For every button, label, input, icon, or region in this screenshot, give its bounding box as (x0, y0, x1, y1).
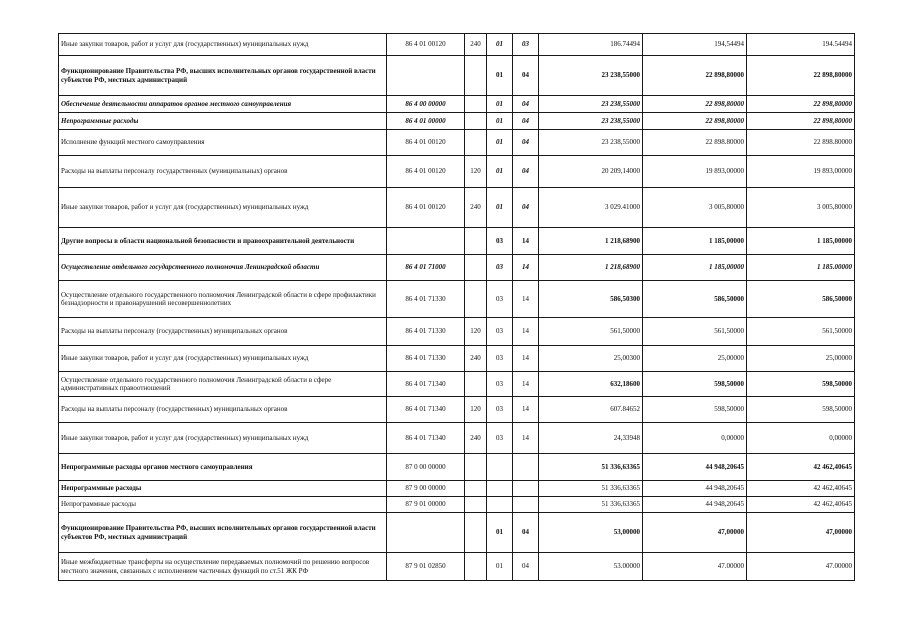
vr-code (465, 497, 487, 513)
table-row (59, 513, 855, 553)
table-row (59, 423, 855, 454)
vr-code (465, 56, 487, 96)
value-2019: 632,18600 (539, 372, 643, 397)
value-2020: 22 898,80000 (643, 113, 747, 130)
value-2019: 23 238,55000 (539, 113, 643, 130)
pr-code: 14 (513, 255, 539, 281)
value-2021: 1 185.00000 (747, 255, 855, 281)
table-row (59, 113, 855, 130)
rz-code (487, 454, 513, 481)
value-2020: 22 898.80000 (643, 130, 747, 156)
value-2020: 44 948,20645 (643, 481, 747, 497)
pr-code: 14 (513, 228, 539, 255)
value-2021: 598,50000 (747, 372, 855, 397)
csr-code: 86 4 01 71330 (387, 346, 465, 372)
value-2021: 1 185,00000 (747, 228, 855, 255)
value-2020: 1 185,00000 (643, 255, 747, 281)
row-name: Иные закупки товаров, работ и услуг для (государственных) муниципальных нужд (59, 188, 387, 228)
csr-code: 87 9 00 00000 (387, 481, 465, 497)
rz-code: 01 (487, 188, 513, 228)
csr-code: 86 4 01 00120 (387, 34, 465, 56)
value-2021: 22 898.80000 (747, 130, 855, 156)
value-2021: 47.00000 (747, 553, 855, 581)
rz-code: 03 (487, 423, 513, 454)
value-2021: 47,00000 (747, 513, 855, 553)
vr-code: 120 (465, 397, 487, 423)
pr-code (513, 481, 539, 497)
csr-code: 86 4 01 00120 (387, 130, 465, 156)
value-2021: 22 898,80000 (747, 56, 855, 96)
value-2019: 1 218,68900 (539, 228, 643, 255)
csr-code: 86 4 01 00120 (387, 156, 465, 188)
rz-code: 03 (487, 372, 513, 397)
vr-code (465, 454, 487, 481)
rz-code: 01 (487, 130, 513, 156)
value-2020: 44 948,20645 (643, 497, 747, 513)
table-row (59, 454, 855, 481)
vr-code (465, 553, 487, 581)
value-2019: 53.00000 (539, 553, 643, 581)
rz-code: 03 (487, 318, 513, 346)
pr-code: 04 (513, 113, 539, 130)
rz-code: 01 (487, 113, 513, 130)
row-name: Осуществление отдельного государственного полномочия Ленинградской области в сфере профилактики безнадзорности и правонарушений несовершеннолетних (59, 281, 387, 318)
csr-code: 86 4 01 00000 (387, 113, 465, 130)
value-2021: 0,00000 (747, 423, 855, 454)
table-row (59, 188, 855, 228)
pr-code: 04 (513, 513, 539, 553)
pr-code: 04 (513, 188, 539, 228)
row-name: Иные закупки товаров, работ и услуг для (государственных) муниципальных нужд (59, 423, 387, 454)
value-2021: 586,50000 (747, 281, 855, 318)
vr-code (465, 481, 487, 497)
value-2020: 47.00000 (643, 553, 747, 581)
value-2019: 23 238,55000 (539, 56, 643, 96)
value-2020: 47,00000 (643, 513, 747, 553)
value-2020: 22 898,80000 (643, 56, 747, 96)
value-2019: 561,50000 (539, 318, 643, 346)
vr-code: 120 (465, 156, 487, 188)
pr-code: 14 (513, 397, 539, 423)
rz-code: 03 (487, 281, 513, 318)
value-2019: 186.74494 (539, 34, 643, 56)
value-2019: 51 336,63365 (539, 481, 643, 497)
row-name: Расходы на выплаты персоналу государственных (муниципальных) органов (59, 156, 387, 188)
row-name: Расходы на выплаты персоналу (государственных) муниципальных органов (59, 397, 387, 423)
vr-code (465, 228, 487, 255)
value-2019: 23 238,55000 (539, 96, 643, 113)
csr-code: 87 0 00 00000 (387, 454, 465, 481)
value-2019: 586,50300 (539, 281, 643, 318)
rz-code: 01 (487, 513, 513, 553)
value-2021: 25,00000 (747, 346, 855, 372)
csr-code (387, 513, 465, 553)
value-2021: 22 898,80000 (747, 96, 855, 113)
value-2020: 19 893,00000 (643, 156, 747, 188)
vr-code: 120 (465, 318, 487, 346)
vr-code (465, 96, 487, 113)
vr-code: 240 (465, 188, 487, 228)
pr-code: 14 (513, 318, 539, 346)
budget-table (58, 33, 855, 581)
value-2019: 607.84652 (539, 397, 643, 423)
value-2021: 42 462,40645 (747, 454, 855, 481)
table-row (59, 281, 855, 318)
table-row (59, 481, 855, 497)
table-row (59, 497, 855, 513)
csr-code (387, 56, 465, 96)
row-name: Иные закупки товаров, работ и услуг для (государственных) муниципальных нужд (59, 34, 387, 56)
row-name: Другие вопросы в области национальной безопасности и правоохранительной деятельности (59, 228, 387, 255)
table-row (59, 372, 855, 397)
rz-code: 03 (487, 397, 513, 423)
row-name: Расходы на выплаты персоналу (государственных) муниципальных органов (59, 318, 387, 346)
row-name: Иные межбюджетные трансферты на осуществление передаваемых полномочий по решению вопросов местного значения, связанных с исполнением частичных функций по ст.51 ЖК РФ (59, 553, 387, 581)
row-name: Функционирование Правительства РФ, высших исполнительных органов государственной власти субъектов РФ, местных администраций (59, 513, 387, 553)
pr-code (513, 454, 539, 481)
pr-code (513, 497, 539, 513)
table-row (59, 553, 855, 581)
table-row (59, 34, 855, 56)
value-2021: 42 462,40645 (747, 481, 855, 497)
rz-code (487, 481, 513, 497)
vr-code: 240 (465, 423, 487, 454)
table-row (59, 255, 855, 281)
value-2019: 24,33948 (539, 423, 643, 454)
value-2021: 598,50000 (747, 397, 855, 423)
csr-code: 86 4 01 71340 (387, 397, 465, 423)
table-row (59, 346, 855, 372)
value-2020: 598,50000 (643, 372, 747, 397)
value-2019: 51 336,63365 (539, 454, 643, 481)
value-2019: 53,00000 (539, 513, 643, 553)
pr-code: 04 (513, 96, 539, 113)
value-2020: 194,54494 (643, 34, 747, 56)
row-name: Осуществление отдельного государственного полномочия Ленинградской области (59, 255, 387, 281)
table-row (59, 56, 855, 96)
row-name: Иные закупки товаров, работ и услуг для (государственных) муниципальных нужд (59, 346, 387, 372)
row-name: Обеспечение деятельности аппаратов органов местного самоуправления (59, 96, 387, 113)
csr-code: 86 4 01 71340 (387, 372, 465, 397)
value-2020: 598,50000 (643, 397, 747, 423)
value-2021: 194.54494 (747, 34, 855, 56)
value-2020: 0,00000 (643, 423, 747, 454)
row-name: Непрограммные расходы (59, 113, 387, 130)
value-2019: 1 218,68900 (539, 255, 643, 281)
rz-code: 01 (487, 34, 513, 56)
pr-code: 14 (513, 346, 539, 372)
csr-code: 87 9 01 02850 (387, 553, 465, 581)
vr-code (465, 281, 487, 318)
pr-code: 14 (513, 281, 539, 318)
value-2020: 22 898,80000 (643, 96, 747, 113)
vr-code (465, 130, 487, 156)
csr-code: 86 4 01 71330 (387, 281, 465, 318)
value-2020: 25,00000 (643, 346, 747, 372)
value-2020: 561,50000 (643, 318, 747, 346)
csr-code: 86 4 01 71000 (387, 255, 465, 281)
value-2021: 19 893,00000 (747, 156, 855, 188)
row-name: Функционирование Правительства РФ, высших исполнительных органов государственной власти субъектов РФ, местных администраций (59, 56, 387, 96)
table-row (59, 130, 855, 156)
pr-code: 03 (513, 34, 539, 56)
csr-code: 86 4 01 71330 (387, 318, 465, 346)
rz-code: 01 (487, 96, 513, 113)
csr-code (387, 228, 465, 255)
csr-code: 86 4 01 00120 (387, 188, 465, 228)
value-2019: 51 336,63365 (539, 497, 643, 513)
table-row (59, 96, 855, 113)
value-2019: 3 029.41000 (539, 188, 643, 228)
rz-code: 03 (487, 228, 513, 255)
table-row (59, 318, 855, 346)
value-2020: 3 005,80000 (643, 188, 747, 228)
csr-code: 86 4 01 71340 (387, 423, 465, 454)
pr-code: 14 (513, 372, 539, 397)
vr-code (465, 255, 487, 281)
pr-code: 04 (513, 156, 539, 188)
rz-code: 03 (487, 346, 513, 372)
value-2021: 42 462,40645 (747, 497, 855, 513)
pr-code: 14 (513, 423, 539, 454)
value-2021: 3 005,80000 (747, 188, 855, 228)
rz-code: 03 (487, 255, 513, 281)
value-2019: 25,00300 (539, 346, 643, 372)
csr-code: 86 4 00 00000 (387, 96, 465, 113)
table-row (59, 397, 855, 423)
rz-code: 01 (487, 56, 513, 96)
value-2021: 22 898,80000 (747, 113, 855, 130)
pr-code: 04 (513, 130, 539, 156)
vr-code (465, 372, 487, 397)
value-2019: 23 238,55000 (539, 130, 643, 156)
vr-code: 240 (465, 346, 487, 372)
row-name: Непрограммные расходы (59, 481, 387, 497)
value-2020: 586,50000 (643, 281, 747, 318)
row-name: Осуществление отдельного государственного полномочия Ленинградской области в сфере административных правоотношений (59, 372, 387, 397)
table-row (59, 156, 855, 188)
pr-code: 04 (513, 56, 539, 96)
rz-code: 01 (487, 156, 513, 188)
rz-code: 01 (487, 553, 513, 581)
pr-code: 04 (513, 553, 539, 581)
row-name: Непрограммные расходы (59, 497, 387, 513)
value-2019: 20 209,14000 (539, 156, 643, 188)
csr-code: 87 9 01 00000 (387, 497, 465, 513)
value-2020: 1 185,00000 (643, 228, 747, 255)
vr-code (465, 113, 487, 130)
vr-code (465, 513, 487, 553)
value-2021: 561,50000 (747, 318, 855, 346)
vr-code: 240 (465, 34, 487, 56)
rz-code (487, 497, 513, 513)
row-name: Исполнение функций местного самоуправления (59, 130, 387, 156)
row-name: Непрограммные расходы органов местного самоуправления (59, 454, 387, 481)
table-row (59, 228, 855, 255)
value-2020: 44 948,20645 (643, 454, 747, 481)
